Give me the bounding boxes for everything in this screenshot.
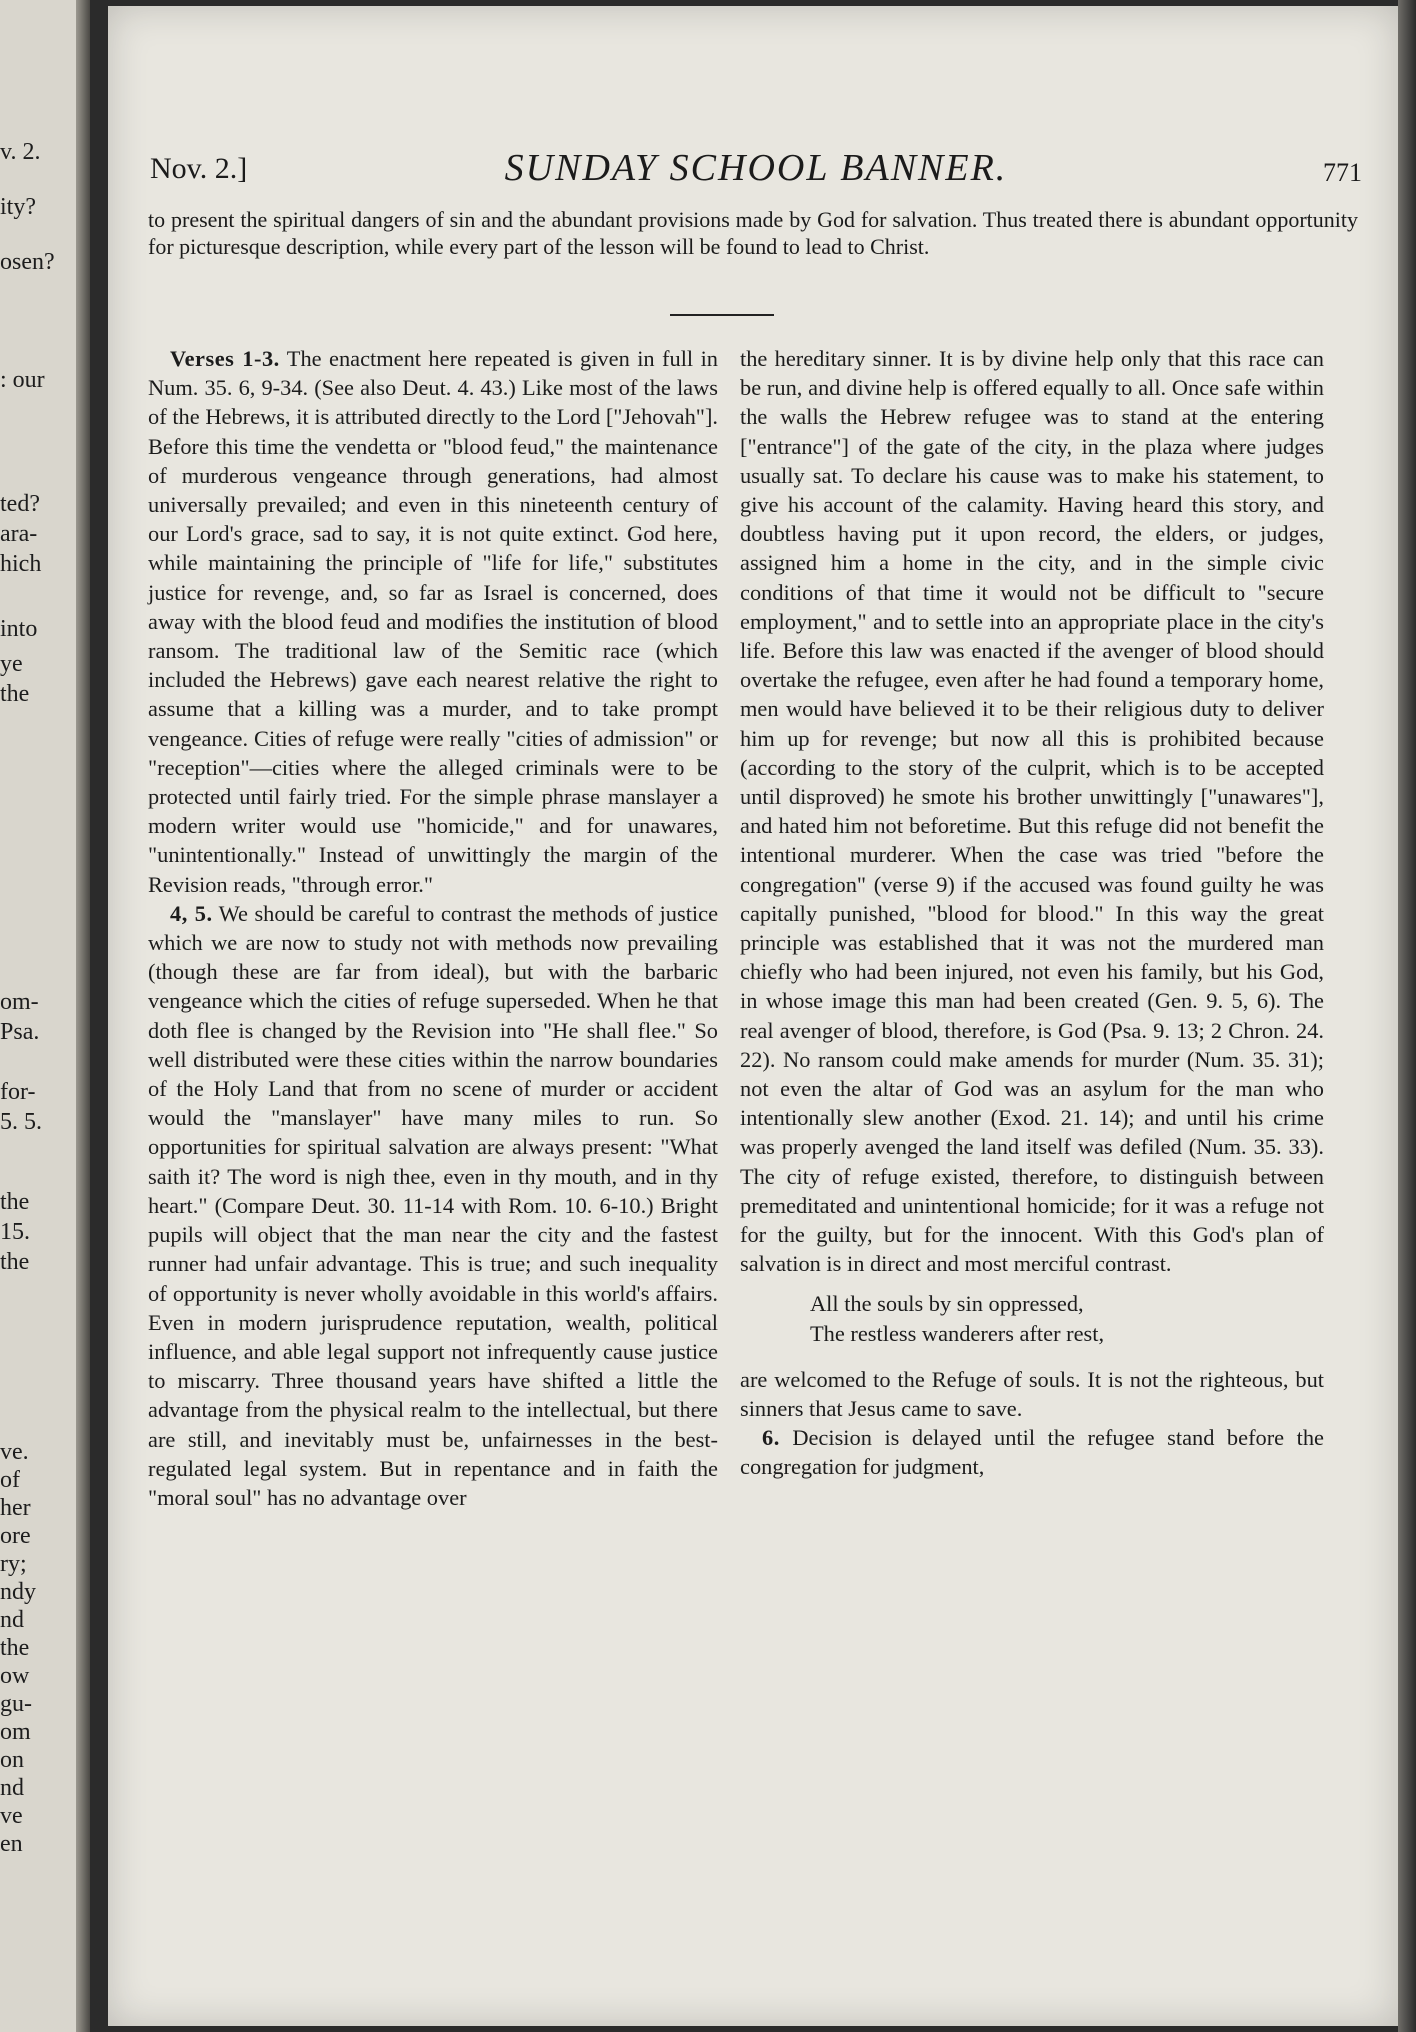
poem-line: All the souls by sin oppressed, <box>810 1290 1084 1316</box>
paragraph-verse-6 <box>740 1423 1324 1481</box>
adjacent-page-fragment: ted? <box>0 491 40 517</box>
page-edge-shadow <box>1398 0 1416 2032</box>
adjacent-page-fragment: ve. <box>0 1439 29 1465</box>
running-header <box>150 146 1362 196</box>
adjacent-page-fragment: ity? <box>0 194 36 220</box>
adjacent-page-fragment: Psa. <box>0 1019 40 1045</box>
paragraph-text: The enactment here repeated is given in full in Num. 35. 6, 9-34. (See also Deut. 4. 43.) Like most of the laws of the Hebrews, it is attributed directly to the Lord ["Jehovah"]. Before this time the vendetta or "blood feud," the maintenance of murderous vengeance through generations, had almost universally prevailed; and even in this nineteenth century of our Lord's grace, sad to say, it is not quite extinct. God here, while maintaining the principle of "life for life," substitutes justice for revenge, and, so far as Israel is concerned, does away with the blood feud and modifies the institution of blood ransom. The traditional law of the Semitic race (which included the Hebrews) gave each nearest relative the right to assume that a killing was a murder, and to take prompt vengeance. Cities of refuge were really "cities of admission" or "reception"—cities where the alleged criminals were to be protected until fairly tried. For the simple phrase manslayer a modern writer would use "homicide," and for unawares, "unintentionally." Instead of unwittingly the margin of the Revision reads, "through error." <box>148 346 718 897</box>
adjacent-page-fragment: ore <box>0 1523 31 1549</box>
adjacent-page-fragment: ry; <box>0 1551 27 1577</box>
adjacent-page-strip <box>0 0 90 2032</box>
adjacent-page-fragment: 5. 5. <box>0 1109 42 1135</box>
page-number: 771 <box>1323 158 1362 187</box>
adjacent-page-fragment: ara- <box>0 521 38 547</box>
adjacent-page-fragment: ow <box>0 1663 30 1689</box>
adjacent-page-fragment: into <box>0 616 38 642</box>
adjacent-page-fragment: the <box>0 1189 30 1215</box>
adjacent-page-fragment: nd <box>0 1607 24 1633</box>
adjacent-page-fragment: ndy <box>0 1579 36 1605</box>
adjacent-page-fragment: on <box>0 1747 24 1773</box>
adjacent-page-fragment: v. 2. <box>0 139 41 165</box>
paragraph-verses-1-3 <box>148 344 718 899</box>
adjacent-page-fragment: en <box>0 1831 23 1857</box>
poem-quote <box>810 1289 1324 1349</box>
header-title: SUNDAY SCHOOL BANNER. <box>504 147 1008 189</box>
paragraph-after-poem: are welcomed to the Refuge of souls. It is not the righteous, but sinners that Jesus came to save. <box>740 1366 1324 1421</box>
adjacent-page-fragment: the <box>0 681 30 707</box>
adjacent-page-fragment: ye <box>0 651 23 677</box>
verse-lead: Verses 1-3. <box>170 346 280 371</box>
paragraph-text: Decision is delayed until the refugee stand before the congregation for judgment, <box>740 1424 1324 1480</box>
adjacent-page-fragment: hich <box>0 551 42 577</box>
adjacent-page-fragment: for- <box>0 1079 36 1105</box>
paragraph-verses-4-5 <box>148 899 718 1512</box>
book-page <box>108 6 1398 2026</box>
adjacent-page-fragment: the <box>0 1635 30 1661</box>
adjacent-page-fragment: nd <box>0 1775 24 1801</box>
paragraph-text: We should be careful to contrast the methods of justice which we are now to study not with methods now prevailing (though these are far from ideal), but with the barbaric vengeance which the cities of refuge superseded. When he that doth flee is changed by the Revision into "He shall flee." So well distributed were these cities within the narrow boundaries of the Holy Land that from no scene of murder or accident would the "manslayer" have many miles to run. So opportunities for spiritual salvation are always present: "What saith it? The word is nigh thee, even in thy mouth, and in thy heart." (Compare Deut. 30. 11-14 with Rom. 10. 6-10.) Bright pupils will object that the man near the city and the fastest runner had unfair advantage. This is true; and such inequality of opportunity is never wholly avoidable in this world's affairs. Even in modern jurisprudence reputation, wealth, political influence, and able legal support not infrequently cause justice to miscarry. Three thousand years have shifted a little the advantage from the physical realm to the intellectual, but there are still, and inevitably must be, unfairnesses in the best-regulated legal system. But in repentance and in faith the "moral soul" has no advantage over <box>148 900 719 1510</box>
adjacent-page-fragment: the <box>0 1249 30 1275</box>
adjacent-page-fragment: : our <box>0 367 45 393</box>
adjacent-page-fragment: of <box>0 1467 20 1493</box>
adjacent-page-fragment: ve <box>0 1803 23 1829</box>
header-date: Nov. 2.] <box>150 152 248 185</box>
section-divider <box>670 314 774 316</box>
adjacent-page-fragment: gu- <box>0 1691 32 1717</box>
poem-line: The restless wanderers after rest, <box>810 1320 1105 1346</box>
book-gutter <box>76 0 90 2032</box>
paragraph-continued: the hereditary sinner. It is by divine help only that this race can be run, and divine help is offered equally to all. Once safe within the walls the Hebrew refugee was to stand at the entering ["entrance"] of the gate of the city, in the plaza where judges usually sat. To declare his cause was to make his statement, to give his account of the calamity. Having heard this story, and doubtless having put it upon record, the elders, or judges, assigned him a home in the city, and in the simple civic conditions of that time it would not be difficult to "secure employment," and to settle into an appropriate place in the city's life. Before this law was enacted if the avenger of blood should overtake the refugee, even after he had found a temporary home, men would have believed it to be their religious duty to deliver him up for revenge; but now all this is prohibited because (according to the story of the culprit, which is to be accepted until disproved) he smote his brother unwittingly ["unawares"], and hated him not beforetime. But this refuge did not benefit the intentional murderer. When the case was tried "before the congregation" (verse 9) if the accused was found guilty he was capitally punished, "blood for blood." In this way the great principle was established that it was not the murdered man chiefly who had been injured, not even his family, but his God, in whose image this man had been created (Gen. 9. 5, 6). The real avenger of blood, therefore, is God (Psa. 9. 13; 2 Chron. 24. 22). No ransom could make amends for murder (Num. 35. 31); not even the altar of God was an asylum for the man who intentionally slew another (Exod. 21. 14); and until his crime was properly avenged the land itself was defiled (Num. 35. 33). The city of refuge existed, therefore, to distinguish between premeditated and unintentional homicide; for it was a refuge not for the guilty, but for the innocent. With this God's plan of salvation is in direct and most merciful contrast. <box>740 346 1324 1277</box>
adjacent-page-fragment: osen? <box>0 249 55 275</box>
right-column <box>740 344 1324 1481</box>
adjacent-page-fragment: her <box>0 1495 31 1521</box>
verse-lead: 4, 5. <box>170 900 213 926</box>
verse-lead: 6. <box>762 1424 780 1450</box>
adjacent-page-fragment: om- <box>0 989 39 1015</box>
intro-paragraph: to present the spiritual dangers of sin and the abundant provisions made by God for salvation. Thus treated there is abundant opportunity for picturesque description, while every part of the lesson will be found to lead to Christ. <box>148 207 1358 259</box>
adjacent-page-fragment: om <box>0 1719 31 1745</box>
left-column <box>148 344 718 1512</box>
adjacent-page-fragment: 15. <box>0 1219 30 1245</box>
